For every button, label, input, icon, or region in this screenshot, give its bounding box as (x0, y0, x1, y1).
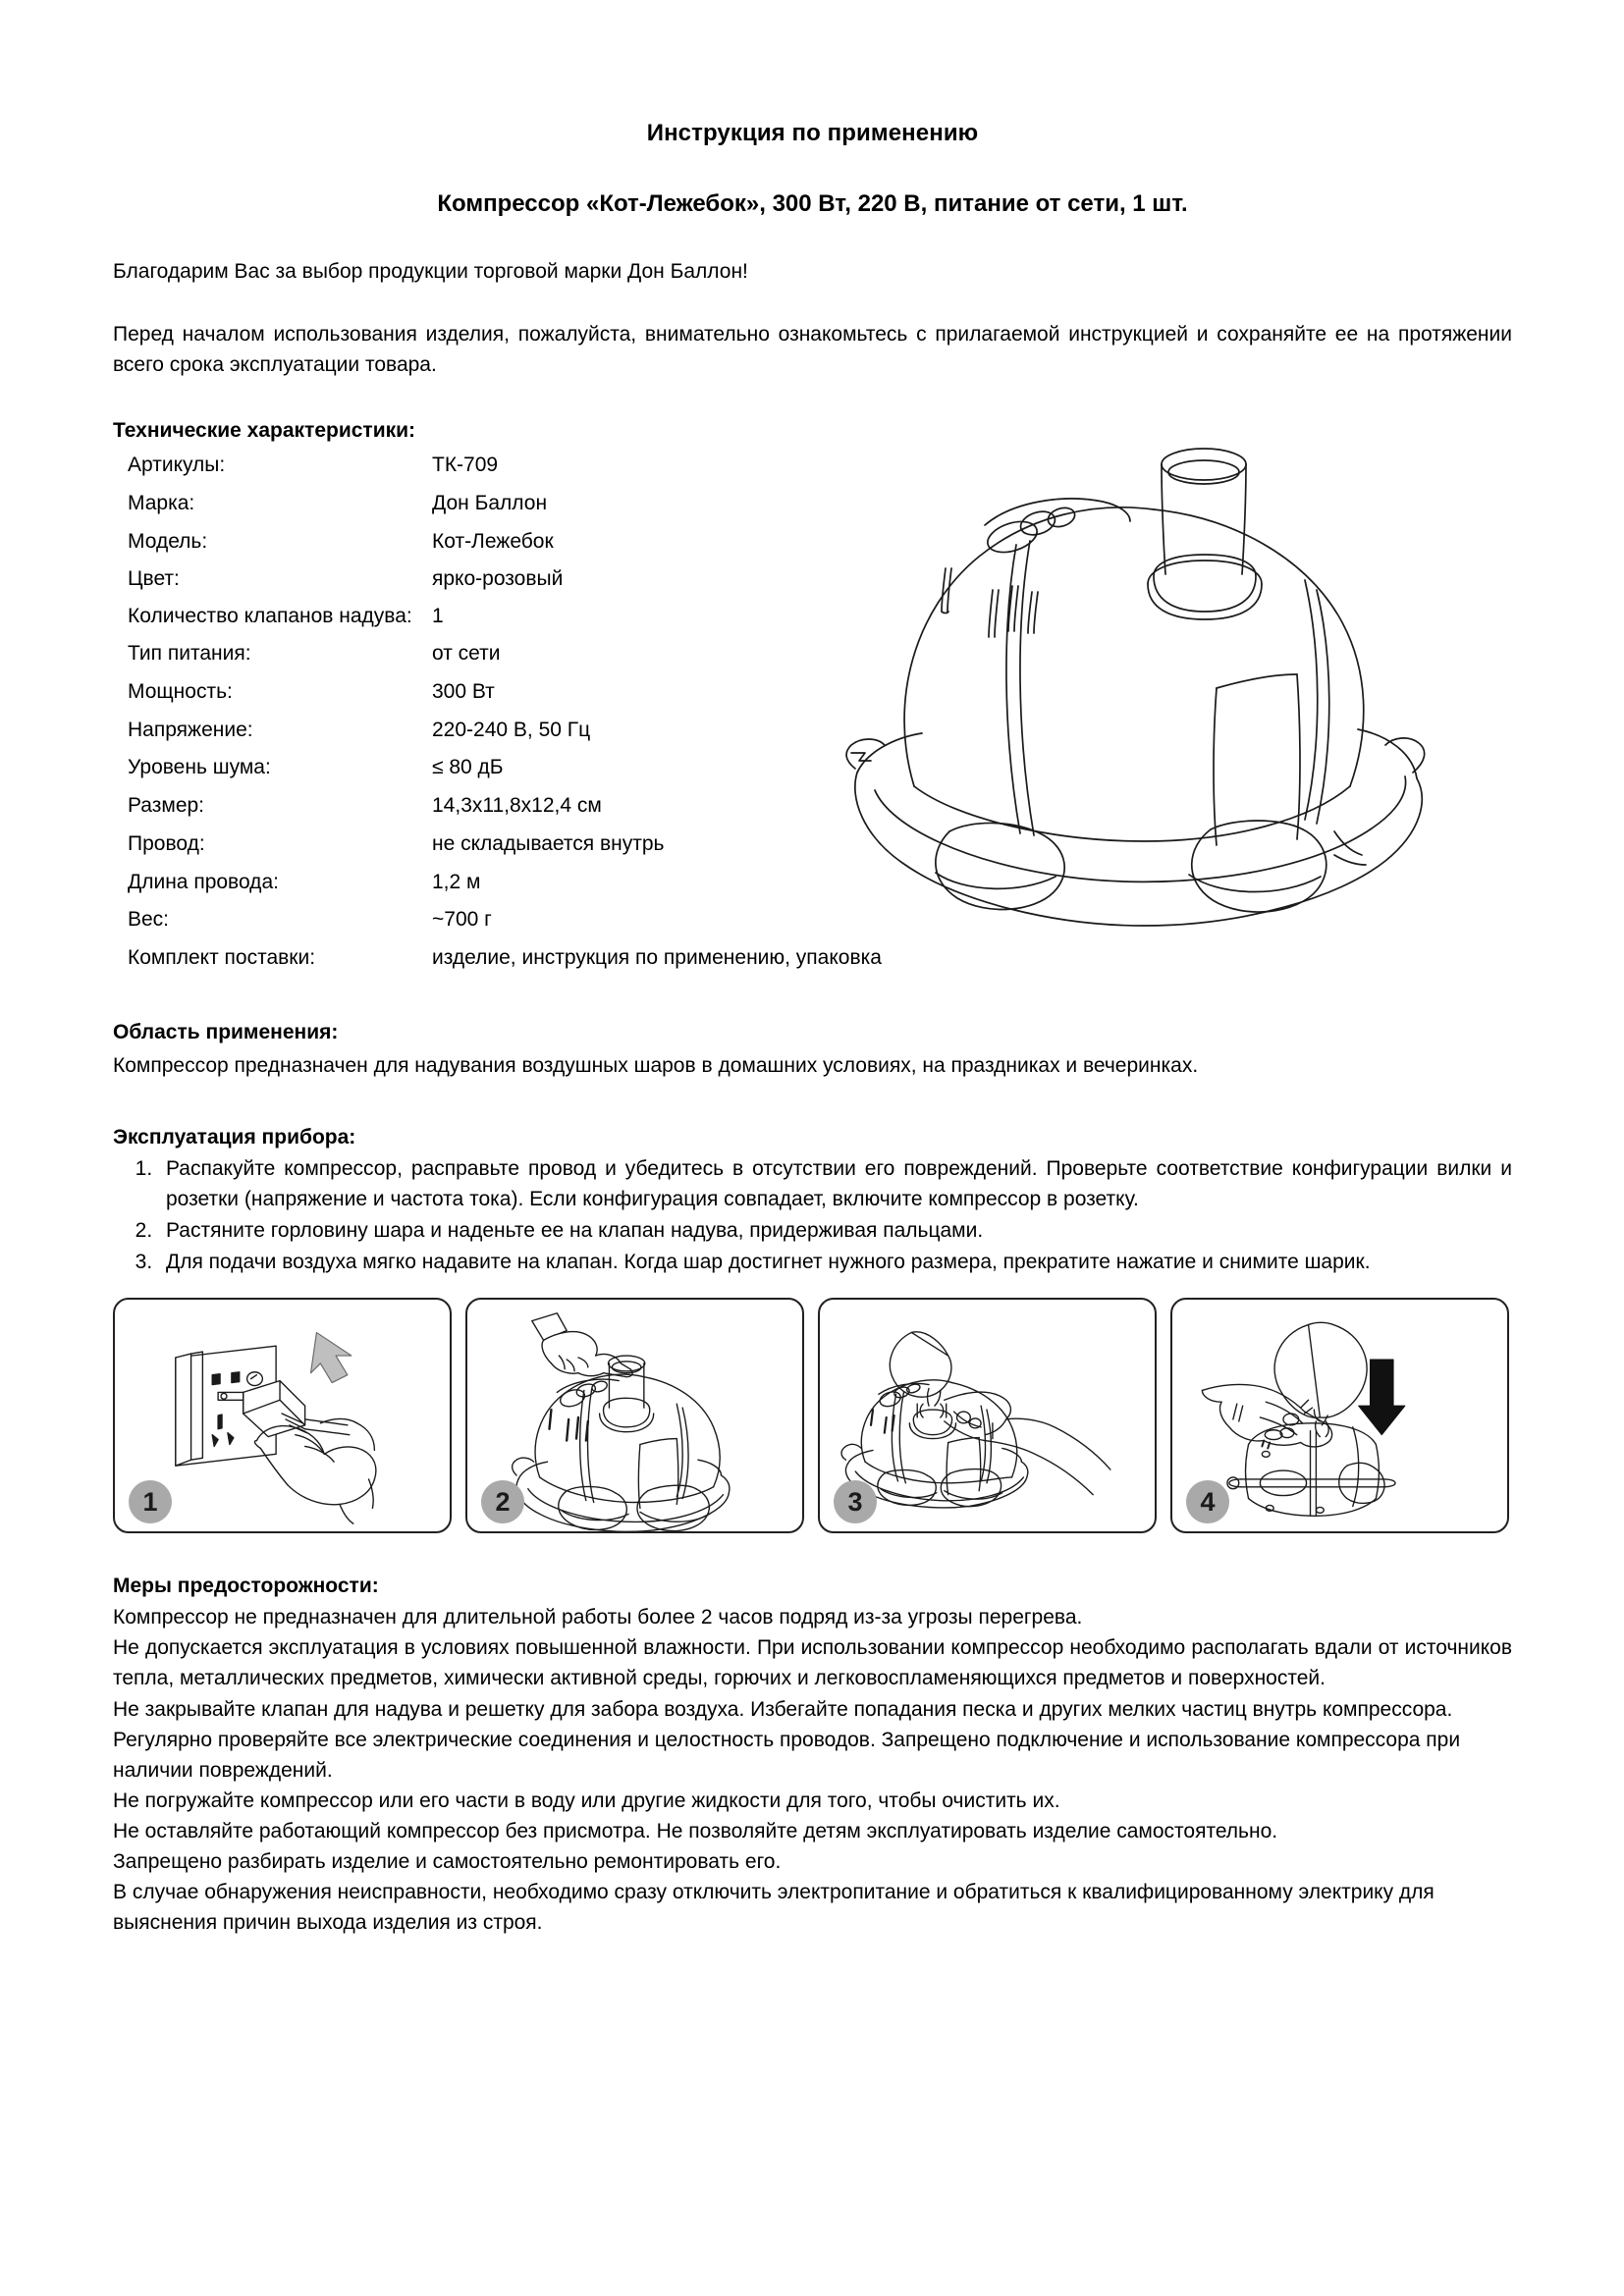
table-row (113, 523, 800, 561)
table-row (113, 787, 800, 826)
product-subtitle: Компрессор «Кот-Лежебок», 300 Вт, 220 В, питание от сети, 1 шт. (437, 190, 1188, 217)
specs-table (113, 447, 882, 978)
safety-paragraph: Компрессор не предназначен для длительной работы более 2 часов подряд из-за угрозы перегрева. (113, 1606, 1083, 1629)
spec-value: 14,3х11,8х12,4 см (432, 794, 602, 818)
table-row (113, 901, 800, 939)
table-row (113, 447, 800, 485)
figure-badge-3: 3 (834, 1480, 877, 1523)
usage-heading: Эксплуатация прибора: (113, 1125, 356, 1148)
spec-label: Мощность: (128, 679, 233, 703)
spec-label: Длина провода: (128, 870, 279, 893)
figure-badge-4: 4 (1186, 1480, 1229, 1523)
spec-label: Цвет: (128, 567, 180, 591)
spec-value: ≤ 80 дБ (432, 756, 504, 779)
table-row (113, 561, 800, 599)
figure-badge-2: 2 (481, 1480, 524, 1523)
spec-value: от сети (432, 641, 501, 665)
spec-value: изделие, инструкция по применению, упаковка (432, 946, 882, 970)
spec-label: Уровень шума: (128, 756, 271, 779)
safety-paragraph: Не закрывайте клапан для надува и решетку для забора воздуха. Избегайте попадания песка и других мелких частиц внутрь компрессора. (113, 1697, 1453, 1721)
spec-label: Количество клапанов надува: (128, 605, 412, 628)
safety-paragraph: Не допускается эксплуатация в условиях повышенной влажности. При использовании компрессор необходимо располагать вдали от источников тепла, металлических предметов, химически активной среды, горючих и легковоспламеняющихся предметов и поверхностей. (113, 1636, 1512, 1690)
instruction-figures (113, 1298, 1512, 1533)
spec-label: Размер: (128, 794, 205, 818)
spec-value: не складывается внутрь (432, 831, 665, 855)
table-row (113, 599, 800, 635)
table-row (113, 826, 800, 864)
spec-label: Марка: (128, 491, 195, 514)
list-item: 2. Растяните горловину шара и наденьте ее на клапан надува, придерживая пальцами. (158, 1215, 1512, 1246)
intro-note: Перед началом использования изделия, пожалуйста, внимательно ознакомьтесь с прилагаемой инструкцией и сохраняйте ее на протяжении всего срока эксплуатации товара. (113, 323, 1512, 377)
intro-thanks: Благодарим Вас за выбор продукции торговой марки Дон Баллон! (113, 260, 748, 283)
safety-paragraph: Не погружайте компрессор или его части в воду или другие жидкости для того, чтобы очистить их. (113, 1789, 1060, 1812)
spec-value: ~700 г (432, 908, 492, 932)
scope-text: Компрессор предназначен для надувания воздушных шаров в домашних условиях, на праздниках и вечеринках. (113, 1053, 1199, 1077)
spec-value: 300 Вт (432, 679, 495, 703)
spec-value: Дон Баллон (432, 491, 548, 514)
spec-value: 1 (432, 605, 444, 628)
spec-value: Кот-Лежебок (432, 529, 554, 553)
list-item: 3. Для подачи воздуха мягко надавите на клапан. Когда шар достигнет нужного размера, прекратите нажатие и снимите шарик. (158, 1247, 1512, 1277)
spec-value: ярко-розовый (432, 567, 564, 591)
list-item: 1. Распакуйте компрессор, расправьте провод и убедитесь в отсутствии его повреждений. Проверьте соответствие конфигурации вилки и розетки (напряжение и частота тока). Если конфигурация совпадает, включите компрессор в розетку. (158, 1153, 1512, 1214)
figure-badge-1: 1 (129, 1480, 172, 1523)
usage-steps-list (113, 1153, 1512, 1277)
table-row (113, 712, 800, 750)
spec-label: Вес: (128, 908, 170, 932)
figure-panel-2 (465, 1298, 804, 1533)
table-row (113, 749, 800, 787)
safety-paragraph: Регулярно проверяйте все электрические соединения и целостность проводов. Запрещено подключение и использование компрессора при наличии повреждений. (113, 1728, 1461, 1782)
figure-panel-4 (1170, 1298, 1509, 1533)
table-row (113, 673, 800, 712)
figure-panel-3 (818, 1298, 1157, 1533)
safety-paragraph: В случае обнаружения неисправности, необходимо сразу отключить электропитание и обратиться к квалифицированному электрику для выяснения причин выхода изделия из строя. (113, 1880, 1435, 1935)
table-row (113, 485, 800, 523)
safety-heading: Меры предосторожности: (113, 1575, 379, 1598)
figure-panel-1 (113, 1298, 452, 1533)
table-row (113, 939, 800, 978)
spec-value: 220-240 В, 50 Гц (432, 718, 591, 741)
spec-value: ТК-709 (432, 454, 499, 477)
table-row (113, 864, 800, 902)
spec-value: 1,2 м (432, 870, 481, 893)
table-row (113, 635, 800, 673)
spec-label: Комплект поставки: (128, 946, 316, 970)
spec-label: Провод: (128, 831, 205, 855)
safety-paragraphs (113, 1598, 1512, 1938)
spec-label: Модель: (128, 529, 208, 553)
document-content (113, 0, 1512, 1938)
scope-heading: Область применения: (113, 1020, 339, 1043)
spec-label: Тип питания: (128, 641, 251, 665)
specs-heading: Технические характеристики: (113, 419, 416, 443)
safety-paragraph: Запрещено разбирать изделие и самостоятельно ремонтировать его. (113, 1849, 782, 1873)
spec-label: Артикулы: (128, 454, 226, 477)
page-title: Инструкция по применению (646, 120, 979, 146)
spec-label: Напряжение: (128, 718, 253, 741)
safety-paragraph: Не оставляйте работающий компрессор без присмотра. Не позволяйте детям эксплуатировать изделие самостоятельно. (113, 1819, 1278, 1842)
